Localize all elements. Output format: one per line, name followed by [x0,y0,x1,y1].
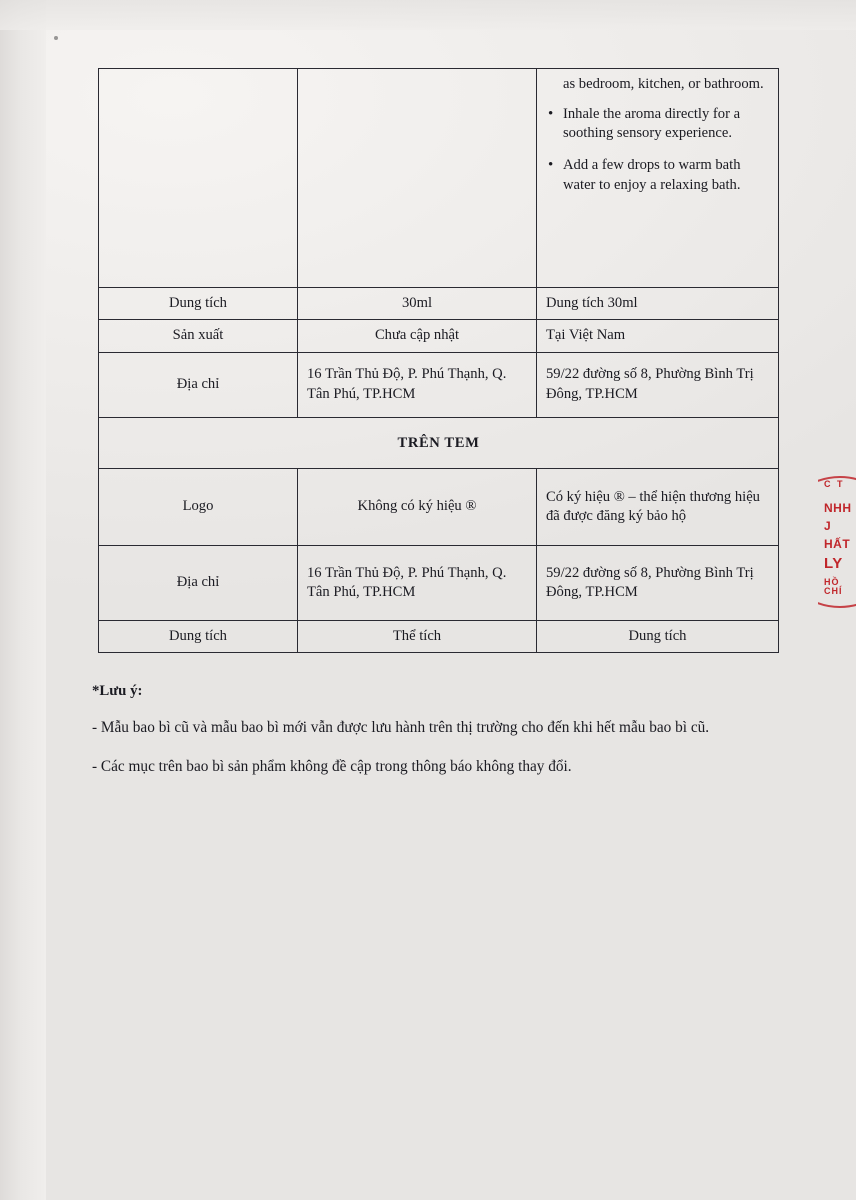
cell-new [537,69,779,288]
cell-old: Không có ký hiệu ® [298,468,537,545]
list-item: • Inhale the aroma directly for a soothing sensory experience. [563,105,769,144]
cell-criteria: Địa chỉ [99,352,298,417]
notes-section [92,683,782,795]
cell-new: Dung tích [537,620,779,652]
cell-old: Thể tích [298,620,537,652]
stamp-line: LY [824,555,843,572]
stamp-line: NHH [824,501,852,515]
stamp-line: HỒ CHÍ [824,577,843,596]
cell-old: 16 Trần Thủ Độ, P. Phú Thạnh, Q. Tân Phú, TP.HCM [298,352,537,417]
table-row [99,320,779,352]
table-row [99,468,779,545]
cell-new: Dung tích 30ml [537,288,779,320]
table-row [99,69,779,288]
table-row [99,620,779,652]
cell-criteria: Dung tích [99,620,298,652]
cell-new: 59/22 đường số 8, Phường Bình Trị Đông, TP.HCM [537,545,779,620]
list-item: as bedroom, kitchen, or bathroom. [563,76,764,92]
usage-bullet-list [546,75,769,195]
cell-criteria: Địa chỉ [99,545,298,620]
cell-new: Tại Việt Nam [537,320,779,352]
cell-criteria [99,69,298,288]
table-row [99,288,779,320]
cell-old: 16 Trần Thủ Độ, P. Phú Thạnh, Q. Tân Phú, TP.HCM [298,545,537,620]
cell-criteria: Dung tích [99,288,298,320]
comparison-table [98,68,779,653]
note-item: - Các mục trên bao bì sản phẩm không đề cập trong thông báo không thay đổi. [92,757,572,775]
cell-old: Chưa cập nhật [298,320,537,352]
cell-new: 59/22 đường số 8, Phường Bình Trị Đông, TP.HCM [537,352,779,417]
table-section-row [99,417,779,468]
table-row [99,545,779,620]
cell-old [298,69,537,288]
cell-new: Có ký hiệu ® – thể hiện thương hiệu đã được đăng ký bảo hộ [537,468,779,545]
cell-criteria: Logo [99,468,298,545]
stamp-line: HẤT [824,537,851,551]
section-heading: TRÊN TEM [99,417,779,468]
table-row [99,352,779,417]
note-item: - Mẫu bao bì cũ và mẫu bao bì mới vẫn được lưu hành trên thị trường cho đến khi hết mẫu bao bì cũ. [92,719,710,736]
stamp-line: C T [824,479,845,489]
notes-heading: *Lưu ý: [92,683,143,699]
cell-old: 30ml [298,288,537,320]
cell-criteria: Sản xuất [99,320,298,352]
company-stamp [818,472,856,622]
list-item: • Add a few drops to warm bath water to enjoy a relaxing bath. [563,156,769,195]
stamp-line: J [824,519,832,533]
